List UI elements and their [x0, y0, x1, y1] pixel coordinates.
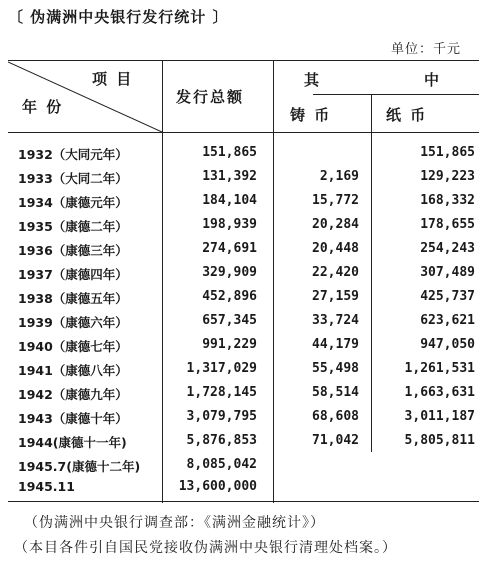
paper-cell: 947,050: [420, 337, 475, 352]
subheader-rule: [313, 94, 479, 95]
year-cell: 1933（大同二年）: [18, 171, 128, 186]
total-cell: 151,865: [202, 145, 257, 160]
metal-cell: 44,179: [312, 337, 359, 352]
header-metal: 铸 币: [290, 106, 332, 124]
unit-label: 单位：千元: [390, 42, 461, 57]
paper-cell: 1,261,531: [404, 361, 475, 376]
table-row: [8, 409, 479, 433]
total-cell: 657,345: [202, 313, 257, 328]
metal-cell: 20,284: [312, 217, 359, 232]
table-row: [8, 337, 479, 361]
total-cell: 274,691: [202, 241, 257, 256]
year-cell: 1945.11: [18, 479, 75, 494]
metal-cell: 20,448: [312, 241, 359, 256]
table-row: [8, 217, 479, 241]
metal-cell: 27,159: [312, 289, 359, 304]
header-item: 项 目: [92, 70, 134, 88]
header-paper: 纸 币: [386, 106, 428, 124]
paper-cell: 5,805,811: [404, 433, 475, 448]
year-cell: 1939（康德六年）: [18, 315, 128, 330]
paper-cell: 151,865: [420, 145, 475, 160]
year-cell: 1938（康德五年）: [18, 291, 128, 306]
header-of-which-2: 中: [424, 71, 442, 89]
year-cell: 1936（康德三年）: [18, 243, 128, 258]
year-cell: 1934（康德元年）: [18, 195, 128, 210]
archive-note: （本目各件引自国民党接收伪满洲中央银行清理处档案。）: [14, 540, 397, 556]
year-cell: 1935（康德二年）: [18, 219, 128, 234]
year-cell: 1944(康德十一年): [18, 435, 127, 450]
table-row: [8, 145, 479, 169]
metal-cell: 2,169: [319, 169, 359, 184]
year-cell: 1941（康德八年）: [18, 363, 128, 378]
metal-cell: 68,608: [312, 409, 359, 424]
total-cell: 5,876,853: [186, 433, 257, 448]
paper-cell: 3,011,187: [404, 409, 475, 424]
year-cell: 1940（康德七年）: [18, 339, 128, 354]
paper-cell: 307,489: [420, 265, 475, 280]
table-row: [8, 479, 479, 503]
year-cell: 1943（康德十年）: [18, 411, 128, 426]
paper-cell: 178,655: [420, 217, 475, 232]
source-note: （伪满洲中央银行调查部：《满洲金融统计》）: [24, 515, 325, 531]
total-cell: 1,728,145: [186, 385, 257, 400]
metal-cell: 71,042: [312, 433, 359, 448]
total-cell: 8,085,042: [186, 457, 257, 472]
metal-cell: 22,420: [312, 265, 359, 280]
paper-cell: 254,243: [420, 241, 475, 256]
total-cell: 13,600,000: [178, 479, 257, 494]
year-cell: 1942（康德九年）: [18, 387, 128, 402]
table-row: [8, 361, 479, 385]
metal-cell: 15,772: [312, 193, 359, 208]
header-total: 发行总额: [176, 88, 245, 106]
table-title: 〔 伪满洲中央银行发行统计 〕: [8, 8, 229, 26]
table-row: [8, 193, 479, 217]
total-cell: 329,909: [202, 265, 257, 280]
table-row: [8, 169, 479, 193]
paper-cell: 623,621: [420, 313, 475, 328]
header-year: 年 份: [22, 98, 64, 116]
total-cell: 1,317,029: [186, 361, 257, 376]
metal-cell: 58,514: [312, 385, 359, 400]
table-row: [8, 289, 479, 313]
paper-cell: 425,737: [420, 289, 475, 304]
total-cell: 991,229: [202, 337, 257, 352]
table-row: [8, 313, 479, 337]
year-cell: 1937（康德四年）: [18, 267, 128, 282]
table-row: [8, 241, 479, 265]
paper-cell: 129,223: [420, 169, 475, 184]
paper-cell: 1,663,631: [404, 385, 475, 400]
metal-cell: 55,498: [312, 361, 359, 376]
header-of-which-1: 其: [304, 71, 322, 89]
total-cell: 131,392: [202, 169, 257, 184]
total-cell: 3,079,795: [186, 409, 257, 424]
metal-cell: 33,724: [312, 313, 359, 328]
year-cell: 1932（大同元年）: [18, 147, 128, 162]
paper-cell: 168,332: [420, 193, 475, 208]
year-cell: 1945.7(康德十二年): [18, 459, 141, 474]
total-cell: 184,104: [202, 193, 257, 208]
table-row: [8, 457, 479, 481]
total-cell: 452,896: [202, 289, 257, 304]
table-row: [8, 265, 479, 289]
total-cell: 198,939: [202, 217, 257, 232]
table-row: [8, 385, 479, 409]
issuance-table: [8, 60, 479, 503]
table-row: [8, 433, 479, 457]
